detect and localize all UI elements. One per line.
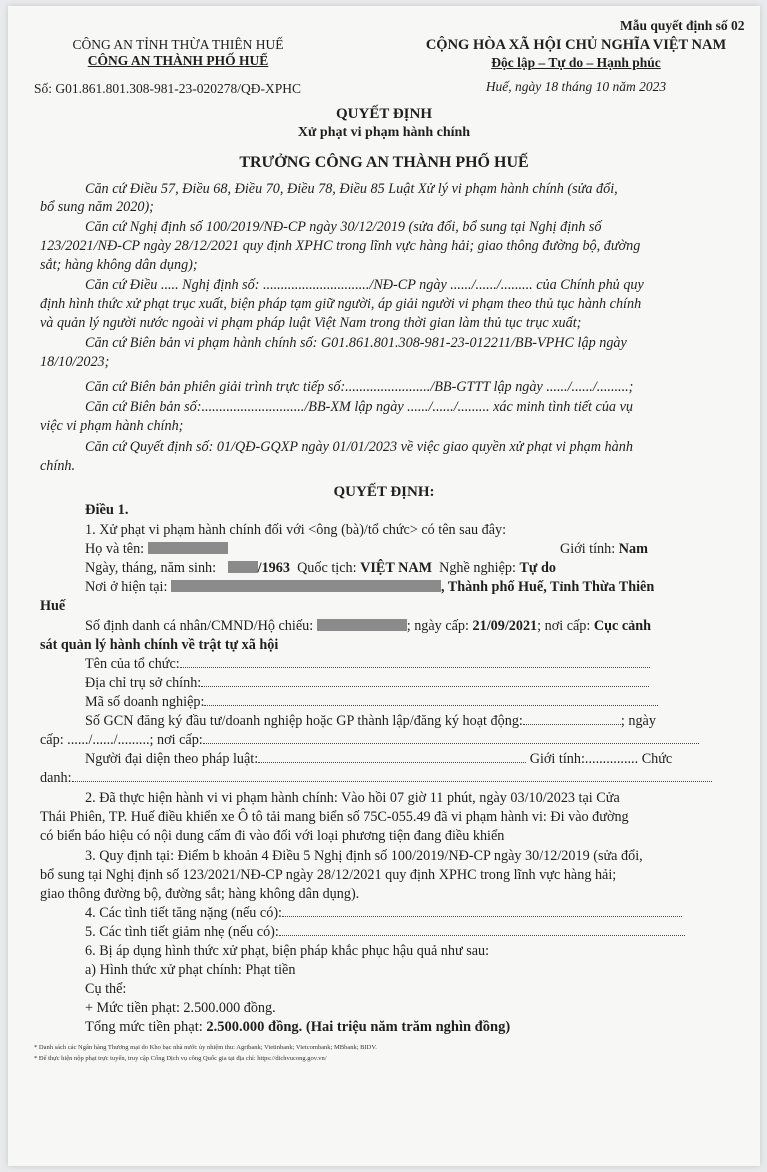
org-name-label: Tên của tổ chức: — [85, 656, 180, 672]
preamble-line: Căn cứ Biên bản số:............................./BB-XM lập ngày ....../....../......... xác minh tình tiết của vụ — [85, 399, 633, 415]
nationality-value: VIỆT NAM — [360, 560, 432, 576]
name-label: Họ và tên: — [85, 541, 145, 557]
item-6: 6. Bị áp dụng hình thức xử phạt, biện pháp khắc phục hậu quả như sau: — [85, 943, 490, 959]
detail-label: Cụ thể: — [85, 981, 127, 997]
dotted-fill — [180, 657, 650, 668]
address-label: Nơi ở hiện tại: — [85, 579, 168, 595]
preamble-line: Căn cứ Nghị định số 100/2019/NĐ-CP ngày 30/12/2019 (sửa đổi, bổ sung tại Nghị định số — [85, 219, 602, 235]
preamble-line: Căn cứ Biên bản vi phạm hành chính số: G01.861.801.308-981-23-012211/BB-VPHC lập ngày — [85, 335, 627, 351]
address-end: Huế — [40, 598, 66, 614]
preamble-line: Căn cứ Biên bản phiên giải trình trực tiếp số:......................../BB-GTTT lập ngày ....../....../.........; — [85, 379, 634, 395]
org-rep-row-2 — [40, 770, 712, 787]
gender-label: Giới tính: — [560, 541, 616, 557]
preamble-line: 123/2021/NĐ-CP ngày 28/12/2021 quy định XPHC trong lĩnh vực hàng hải; giao thông đường bộ, đường — [40, 238, 641, 254]
org-name-row — [85, 656, 650, 673]
dotted-fill — [258, 752, 526, 763]
id-row — [85, 618, 651, 635]
redacted-name — [148, 542, 228, 554]
item-6a: a) Hình thức xử phạt chính: Phạt tiền — [85, 962, 296, 978]
preamble-line: và quản lý người nước ngoài vi phạm pháp luật Việt Nam trong thời gian làm thủ tục trục xuất; — [40, 315, 582, 331]
preamble-line: sắt; hàng không dân dụng); — [40, 257, 198, 273]
preamble-line: chính. — [40, 458, 76, 474]
dotted-fill — [282, 906, 682, 917]
total-row — [85, 1019, 510, 1036]
item-4-row — [85, 905, 682, 922]
org-rep-row — [85, 751, 672, 768]
document-number: Số: G01.861.801.308-981-23-020278/QĐ-XPHC — [34, 81, 302, 96]
item-1: 1. Xử phạt vi phạm hành chính đối với <ông (bà)/tổ chức> có tên sau đây: — [85, 522, 507, 538]
redacted-dob — [228, 561, 258, 573]
footnote: * Danh sách các Ngân hàng Thương mại do Kho bạc nhà nước ủy nhiệm thu: Agribank; Vietinbank; Vietcombank; MBbank; BIDV. — [34, 1044, 377, 1051]
org-address-row — [85, 675, 649, 692]
org-rep-title: Chức — [641, 751, 673, 767]
decision-document — [8, 6, 760, 1166]
item-4: 4. Các tình tiết tăng nặng (nếu có): — [85, 905, 282, 921]
org-rep-gender: Giới tính:............... — [529, 751, 639, 767]
form-number: Mẫu quyết định số 02 — [620, 18, 745, 33]
nationality-label: Quốc tịch: — [297, 560, 357, 576]
total-label: Tổng mức tiền phạt: — [85, 1019, 203, 1035]
item-2-line: Thái Phiên, TP. Huế điều khiển xe Ô tô tải mang biển số 75C-055.49 đã vi phạm hành vi: Đi vào đường — [40, 809, 629, 825]
preamble-line: Căn cứ Điều 57, Điều 68, Điều 70, Điều 78, Điều 85 Luật Xử lý vi phạm hành chính (sửa đổi, — [85, 181, 618, 197]
place-date: Huế, ngày 18 tháng 10 năm 2023 — [485, 79, 667, 94]
job-value: Tự do — [519, 560, 556, 576]
org-gcn-row — [85, 713, 656, 730]
address-row — [85, 579, 654, 596]
name-row — [85, 541, 228, 558]
dob-year: /1963 — [257, 560, 290, 576]
org-code-label: Mã số doanh nghiệp: — [85, 694, 205, 710]
dotted-fill — [279, 925, 685, 936]
item-3-line: bổ sung tại Nghị định số 123/2021/NĐ-CP ngày 28/12/2021 quy định XPHC trong lĩnh vực hàng hải; — [40, 867, 617, 883]
item-3-line: 3. Quy định tại: Điểm b khoản 4 Điều 5 Nghị định số 100/2019/NĐ-CP ngày 30/12/2019 (sửa đổi, — [85, 848, 643, 864]
org-rep-label: Người đại diện theo pháp luật: — [85, 751, 259, 767]
fine-line: + Mức tiền phạt: 2.500.000 đồng. — [85, 1000, 276, 1016]
dotted-fill — [204, 695, 658, 706]
agency-parent: CÔNG AN TỈNH THỪA THIÊN HUẾ — [72, 37, 284, 52]
org-gcn-row-2 — [40, 732, 699, 749]
preamble-line: việc vi phạm hành chính; — [40, 418, 184, 434]
id-label: Số định danh cá nhân/CMND/Hộ chiếu: — [85, 618, 314, 634]
item-2-line: 2. Đã thực hiện hành vi vi phạm hành chính: Vào hồi 07 giờ 11 phút, ngày 03/10/2023 tại Cửa — [85, 790, 620, 806]
id-place-1: Cục cảnh — [593, 618, 652, 634]
job-label: Nghề nghiệp: — [439, 560, 516, 576]
country-name: CỘNG HÒA XÃ HỘI CHỦ NGHĨA VIỆT NAM — [425, 37, 727, 53]
id-issue-date: 21/09/2021 — [472, 618, 538, 634]
issuing-authority: TRƯỞNG CÔNG AN THÀNH PHỐ HUẾ — [239, 154, 529, 171]
org-address-label: Địa chỉ trụ sở chính: — [85, 675, 202, 691]
item-5-row — [85, 924, 685, 941]
dotted-fill — [201, 676, 649, 687]
org-rep-title2: danh: — [40, 770, 72, 786]
item-3-line: giao thông đường bộ, đường sắt; hàng không dân dụng). — [40, 886, 360, 902]
item-5: 5. Các tình tiết giảm nhẹ (nếu có): — [85, 924, 279, 940]
org-gcn-label: Số GCN đăng ký đầu tư/doanh nghiệp hoặc GP thành lập/đăng ký hoạt động: — [85, 713, 523, 729]
redacted-address — [171, 580, 441, 592]
article-heading: Điều 1. — [85, 502, 129, 518]
id-place-label: ; nơi cấp: — [537, 618, 591, 634]
org-gcn-line2: cấp: ....../....../.........; nơi cấp: — [40, 732, 203, 748]
org-gcn-date-label: ; ngày — [620, 713, 656, 729]
preamble-line: bổ sung năm 2020); — [40, 199, 154, 215]
dob-label: Ngày, tháng, năm sinh: — [85, 560, 217, 576]
national-motto: Độc lập – Tự do – Hạnh phúc — [491, 55, 661, 70]
gender-row — [560, 541, 648, 558]
dotted-fill — [203, 733, 699, 744]
id-place-2: sát quản lý hành chính về trật tự xã hội — [40, 637, 279, 653]
preamble-line: định hình thức xử phạt trục xuất, biện pháp tạm giữ người, áp giải người vi phạm theo thủ tục hành chính — [40, 296, 642, 312]
preamble-line: 18/10/2023; — [40, 354, 110, 370]
preamble-line: Căn cứ Điều ..... Nghị định số: ............................../NĐ-CP ngày ....../....../......... của Chính phủ quy — [85, 277, 644, 293]
redacted-id — [317, 619, 407, 631]
agency-name: CÔNG AN THÀNH PHỐ HUẾ — [87, 53, 269, 68]
footnote: * Để thực hiện nộp phạt trực tuyến, truy cập Cổng Dịch vụ công Quốc gia tại địa chỉ: https://dichvucong.gov.vn/ — [34, 1055, 327, 1062]
total-value: 2.500.000 đồng. (Hai triệu năm trăm nghìn đồng) — [206, 1019, 511, 1035]
document-title: QUYẾT ĐỊNH — [336, 106, 432, 122]
dob-row — [85, 560, 556, 577]
decision-heading: QUYẾT ĐỊNH: — [333, 484, 435, 500]
item-2-line: có biển báo hiệu có nội dung cấm đi vào đối với loại phương tiện đang điều khiển — [40, 828, 505, 844]
document-subtitle: Xử phạt vi phạm hành chính — [297, 125, 471, 140]
preamble-line: Căn cứ Quyết định số: 01/QĐ-GQXP ngày 01/01/2023 về việc giao quyền xử phạt vi phạm hành — [85, 439, 633, 455]
dotted-fill — [523, 714, 621, 725]
gender-value: Nam — [618, 541, 648, 557]
address-tail: , Thành phố Huế, Tỉnh Thừa Thiên — [440, 579, 655, 595]
org-code-row — [85, 694, 658, 711]
dotted-fill — [72, 771, 712, 782]
id-issue-label: ; ngày cấp: — [406, 618, 469, 634]
